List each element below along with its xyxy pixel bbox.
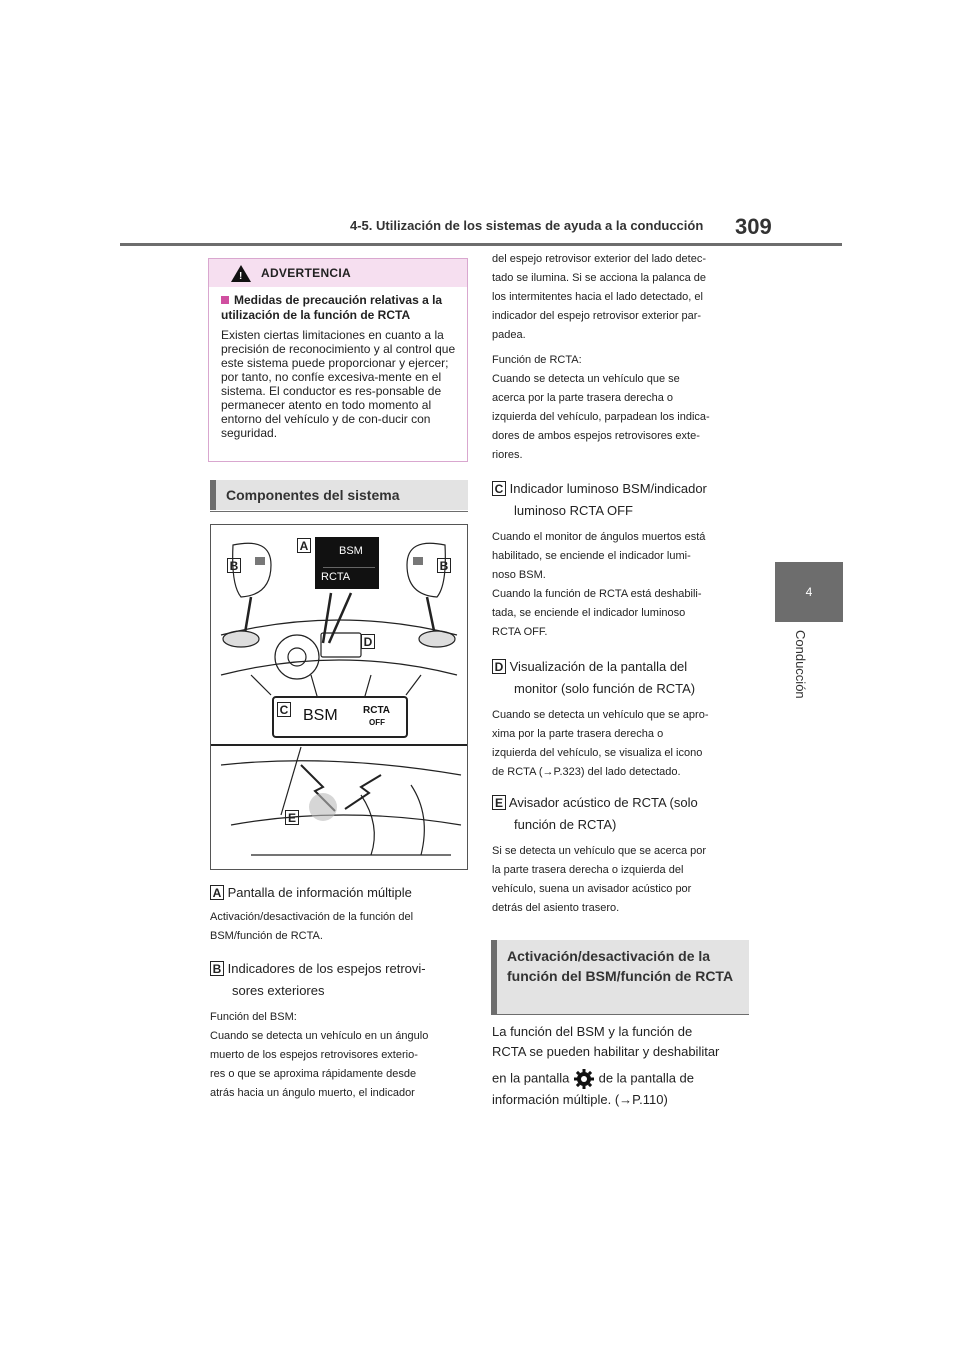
item-a-letter: A [210,885,224,900]
callout-a: A [297,537,311,555]
callout-c: C [277,701,291,719]
item-d-heading: D Visualización de la pantalla del monitor (solo función de RCTA) [492,656,754,700]
page-number: 309 [735,214,772,239]
section-heading-components: Componentes del sistema [210,480,468,510]
item-d [492,656,754,782]
chapter-label: Conducción [793,630,808,699]
section-heading-activation: Activación/desactivación de la función del BSM/función de RCTA [491,940,749,1014]
item-c-text: Cuando el monitor de ángulos muertos está habilitado, se enciende el indicador lumi- noso BSM. Cuando la función de RCTA está deshabili- tada, se enciende el indicador luminoso RCTA OFF. [492,531,706,638]
display-bsm: BSM [339,545,363,557]
section-header-title: 4-5. Utilización de los sistemas de ayuda a la conducción [350,218,704,233]
system-components-figure [210,524,468,870]
item-a-heading [210,882,472,904]
section-rule [210,511,468,512]
warning-exclamation-icon: ! [239,271,243,282]
item-a [210,882,472,946]
item-b-letter: B [210,961,224,976]
chapter-tab: 4 [775,562,843,622]
indicator-rcta: RCTA [363,705,391,716]
item-b [210,958,472,1103]
activation-paragraph: La función del BSM y la función de RCTA se pueden habilitar y deshabilitar en la pantalla de la pantalla de información múltiple. (→P.110) [492,1024,720,1107]
warning-box [208,258,468,462]
warning-header [209,259,467,287]
callout-e: E [285,809,299,827]
item-c-letter: C [492,481,506,496]
item-e-letter: E [492,795,506,810]
display-rcta: RCTA [321,571,351,583]
indicator-off: OFF [369,718,385,727]
item-b-text: Función del BSM: Cuando se detecta un vehículo en un ángulo muerto de los espejos retrovisores exterio- res o que se aproxima rápidamente desde atrás hacia un ángulo muerto, el indicador [210,1011,429,1099]
item-c-heading: C Indicador luminoso BSM/indicador luminoso RCTA OFF [492,478,754,522]
item-d-letter: D [492,659,506,674]
warning-subtitle [221,293,461,323]
item-c [492,478,754,642]
callout-b-left: B [227,557,241,575]
header-rule [120,243,842,246]
warning-subtitle-text: Medidas de precaución relativas a la utilización de la función de RCTA [221,293,443,322]
item-e [492,792,754,918]
gear-icon [573,1068,595,1090]
item-b-text-continued: del espejo retrovisor exterior del lado detec- tado se ilumina. Si se acciona la palanca de los intermitentes hacia el lado detectado, el indicador del espejo retrovisor exterior par- padea. Función de RCTA: Cuando se detecta un vehículo que se acerca por la parte trasera derecha o izquierda del vehículo, parpadean los indica- dores de ambos espejos retrovisores exte- riores. [492,253,710,461]
item-b-heading: B Indicadores de los espejos retrovi- sores exteriores [210,958,472,1002]
bullet-square-icon [221,296,229,304]
item-e-heading: E Avisador acústico de RCTA (solo función de RCTA) [492,792,754,836]
warning-title: ADVERTENCIA [261,266,351,280]
item-d-text: Cuando se detecta un vehículo que se apro- xima por la parte trasera derecha o izquierda del vehículo, se visualiza el icono de RCTA (→P.323) del lado detectado. [492,709,709,778]
warning-body: Existen ciertas limitaciones en cuanto a la precisión de reconocimiento y al control que este sistema puede proporcionar y ejercer; por tanto, no confíe excesiva-mente en el sistema. El conductor es res-ponsable de permanecer atento en todo momento al entorno del vehículo y de con-ducir con seguridad. [221,328,456,440]
callout-d: D [361,633,375,651]
item-a-text: Activación/desactivación de la función del BSM/función de RCTA. [210,911,414,942]
section-rule-2 [491,1014,749,1015]
indicator-bsm: BSM [303,707,338,724]
item-e-text: Si se detecta un vehículo que se acerca por la parte trasera derecha o izquierda del vehículo, suena un avisador acústico por detrás del asiento trasero. [492,845,707,914]
callout-b-right: B [437,557,451,575]
item-a-heading-text: Pantalla de información múltiple [227,885,412,900]
